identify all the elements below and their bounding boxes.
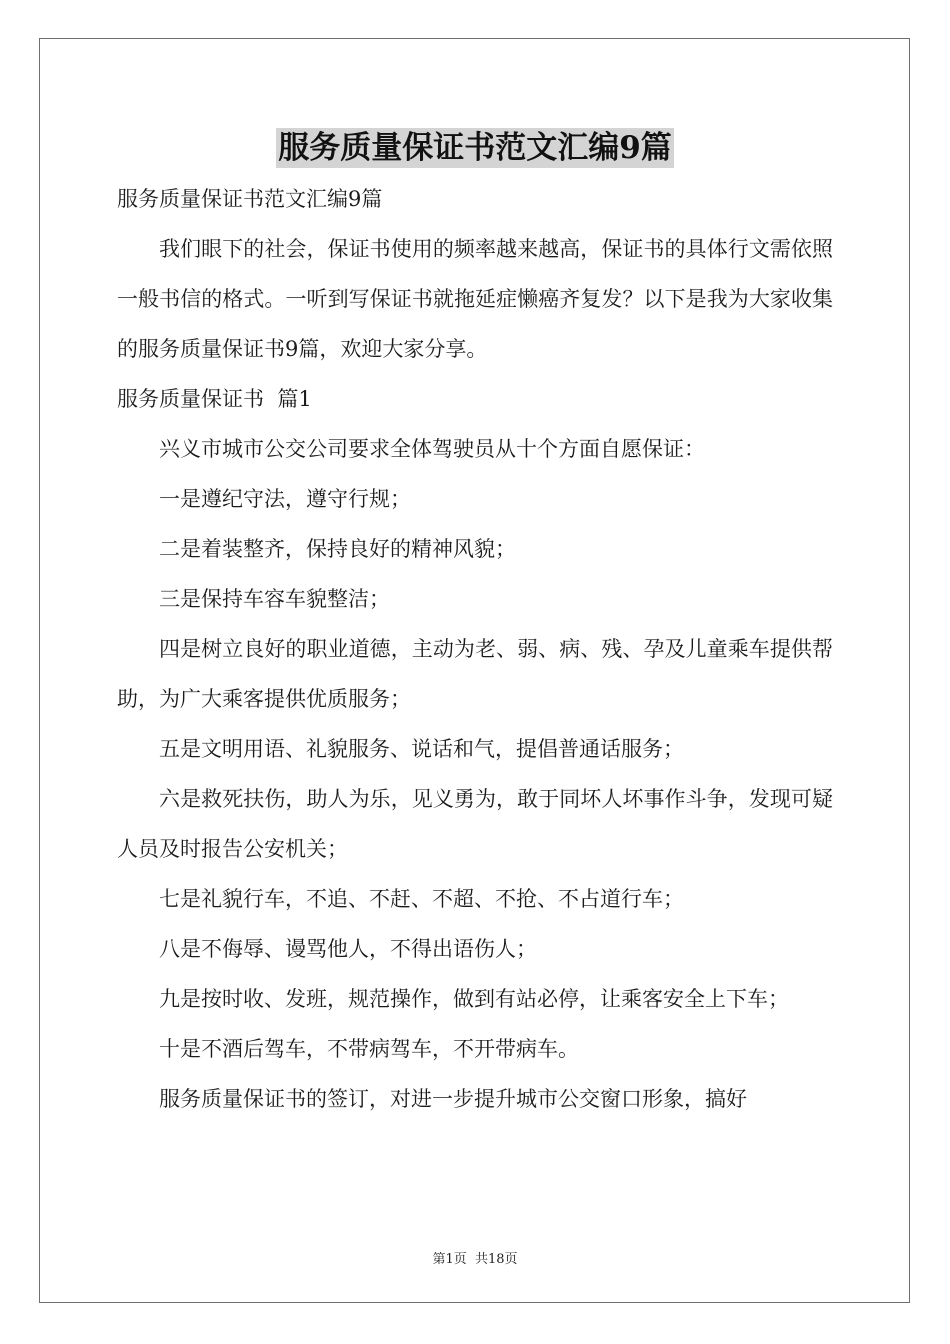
document-subtitle: 服务质量保证书范文汇编9篇 [117,187,383,211]
page-footer [0,1248,950,1267]
paragraph: 六是救死扶伤，助人为乐，见义勇为，敢于同坏人坏事作斗争，发现可疑人员及时报告公安机关； [117,787,833,861]
paragraph: 三是保持车容车貌整洁； [159,587,390,611]
paragraph: 一是遵纪守法，遵守行规； [159,487,411,511]
paragraph: 七是礼貌行车，不追、不赶、不超、不抢、不占道行车； [159,887,684,911]
paragraph: 二是着装整齐，保持良好的精神风貌； [159,537,516,561]
page-number: 第1页 共18页 [432,1252,518,1267]
paragraph: 九是按时收、发班，规范操作，做到有站必停，让乘客安全上下车； [159,987,789,1011]
section-heading: 服务质量保证书 篇1 [117,387,312,411]
paragraph: 服务质量保证书的签订，对进一步提升城市公交窗口形象，搞好 [159,1087,747,1111]
paragraph: 五是文明用语、礼貌服务、说话和气，提倡普通话服务； [159,737,684,761]
paragraph: 十是不酒后驾车，不带病驾车，不开带病车。 [159,1037,579,1061]
intro-paragraph: 我们眼下的社会，保证书使用的频率越来越高，保证书的具体行文需依照一般书信的格式。一听到写保证书就拖延症懒癌齐复发？以下是我为大家收集的服务质量保证书9篇，欢迎大家分享。 [117,237,833,361]
document-title: 服务质量保证书范文汇编9篇 [278,130,672,166]
title-wrap [117,118,833,174]
paragraph: 兴义市城市公交公司要求全体驾驶员从十个方面自愿保证： [159,437,705,461]
document-body [117,118,833,1124]
paragraph: 八是不侮辱、谩骂他人，不得出语伤人； [159,937,537,961]
paragraph: 四是树立良好的职业道德，主动为老、弱、病、残、孕及儿童乘车提供帮助，为广大乘客提供优质服务； [117,637,833,711]
